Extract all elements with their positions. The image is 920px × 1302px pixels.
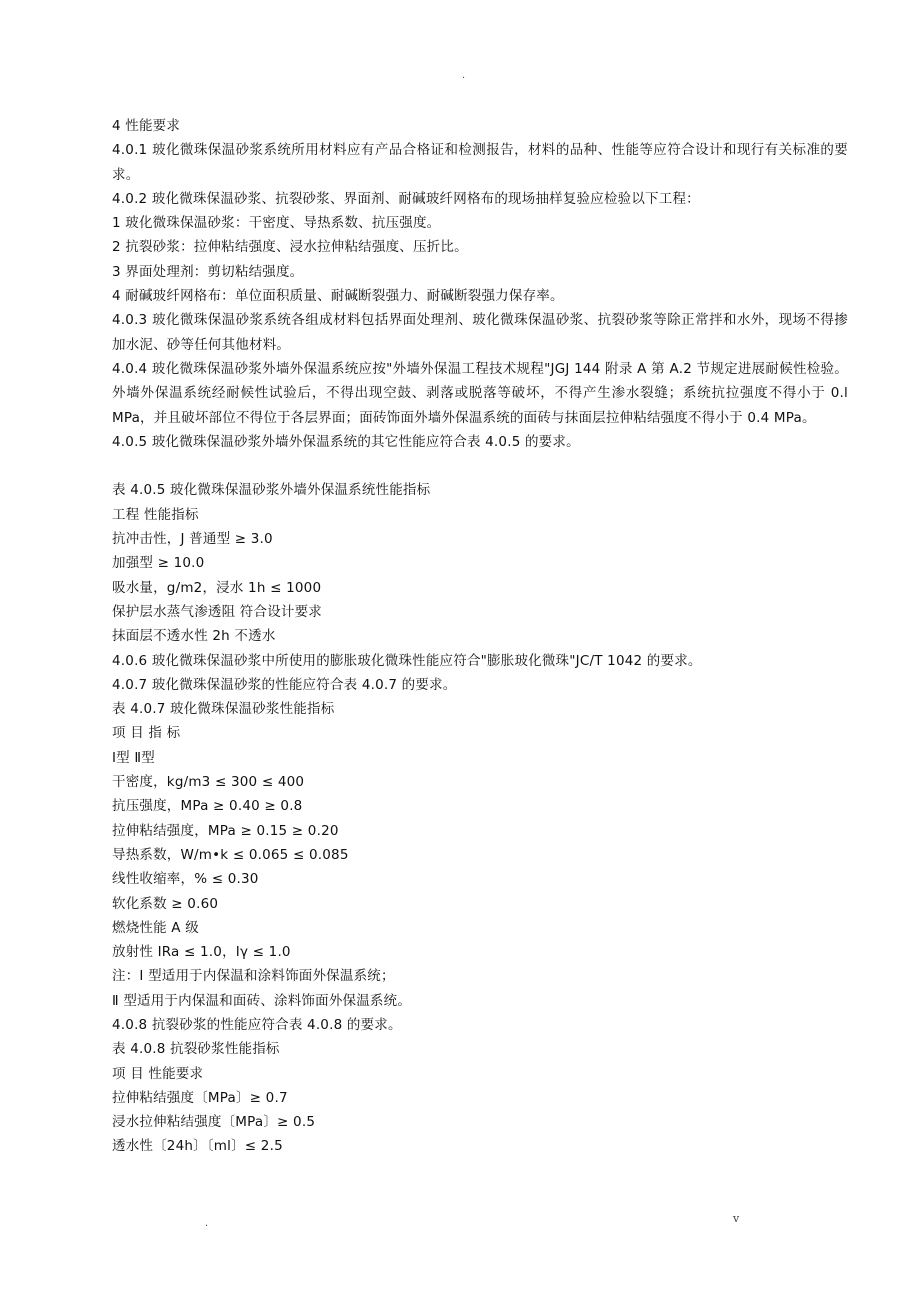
table-row: 干密度，kg/m3 ≤ 300 ≤ 400 [112,774,305,791]
list-item: 3 界面处理剂：剪切粘结强度。 [112,263,304,280]
blank-line [112,454,848,478]
table-row: 软化系数 ≥ 0.60 [112,895,219,912]
table-row: 加强型 ≥ 10.0 [112,555,205,572]
clause-4-0-3: 4.0.3 玻化微珠保温砂浆系统各组成材料包括界面处理剂、玻化微珠保温砂浆、抗裂砂浆等除正常拌和水外，现场不得掺加水泥、砂等任何其他材料。 [112,312,848,353]
clause-4-0-4: 4.0.4 玻化微珠保温砂浆外墙外保温系统应按"外墙外保温工程技术规程"JGJ 144 附录 A 第 A.2 节规定进展耐候性检验。外墙外保温系统经耐候性试验后，不得出现空鼓、剥落或脱落等破坏，不得产生渗水裂缝；系统抗拉强度不得小于 0.l MPa，并且破坏部位不得位于各层界面；面砖饰面外墙外保温系统的面砖与抹面层拉伸粘结强度不得小于 0.4 MPa。 [112,360,848,426]
clause-4-0-8: 4.0.8 抗裂砂浆的性能应符合表 4.0.8 的要求。 [112,1016,402,1033]
table-row: 透水性〔24h〕〔ml〕≤ 2.5 [112,1138,283,1155]
table-header: 项 目 指 标 [112,725,181,742]
table-header: Ⅰ型 Ⅱ型 [112,749,155,766]
table-note: 注：Ⅰ 型适用于内保温和涂料饰面外保温系统； [112,968,395,985]
footer-mark: v [733,1212,740,1225]
table-row: 燃烧性能 A 级 [112,919,199,936]
table-row: 吸水量，g/m2，浸水 1h ≤ 1000 [112,579,322,596]
document-body [112,114,848,1159]
table-row: 保护层水蒸气渗透阻 符合设计要求 [112,603,322,620]
table-row: 抗冲击性，J 普通型 ≥ 3.0 [112,531,273,548]
footer-dot: . [205,1218,209,1229]
list-item: 4 耐碱玻纤网格布：单位面积质量、耐碱断裂强力、耐碱断裂强力保存率。 [112,288,564,305]
table-header: 工程 性能指标 [112,506,199,523]
header-dot: . [462,70,466,81]
table-title: 表 4.0.5 玻化微珠保温砂浆外墙外保温系统性能指标 [112,482,431,499]
table-title: 表 4.0.7 玻化微珠保温砂浆性能指标 [112,701,335,718]
table-row: 抗压强度，MPa ≥ 0.40 ≥ 0.8 [112,798,303,815]
table-row: 导热系数，W/m•k ≤ 0.065 ≤ 0.085 [112,846,349,863]
table-note: Ⅱ 型适用于内保温和面砖、涂料饰面外保温系统。 [112,992,412,1009]
list-item: 1 玻化微珠保温砂浆：干密度、导热系数、抗压强度。 [112,215,441,232]
section-heading: 4 性能要求 [112,118,181,134]
table-row: 拉伸粘结强度，MPa ≥ 0.15 ≥ 0.20 [112,822,339,839]
clause-4-0-2: 4.0.2 玻化微珠保温砂浆、抗裂砂浆、界面剂、耐碱玻纤网格布的现场抽样复验应检验以下工程： [112,190,700,207]
table-row: 线性收缩率，% ≤ 0.30 [112,871,259,888]
list-item: 2 抗裂砂浆：拉伸粘结强度、浸水拉伸粘结强度、压折比。 [112,239,468,256]
clause-4-0-6: 4.0.6 玻化微珠保温砂浆中所使用的膨胀玻化微珠性能应符合"膨胀玻化微珠"JC/T 1042 的要求。 [112,652,702,669]
table-row: 浸水拉伸粘结强度〔MPa〕≥ 0.5 [112,1114,316,1131]
table-row: 拉伸粘结强度〔MPa〕≥ 0.7 [112,1089,288,1106]
table-row: 放射性 IRa ≤ 1.0，Iγ ≤ 1.0 [112,944,291,961]
table-header: 项 目 性能要求 [112,1065,204,1082]
table-title: 表 4.0.8 抗裂砂浆性能指标 [112,1041,280,1058]
clause-4-0-5: 4.0.5 玻化微珠保温砂浆外墙外保温系统的其它性能应符合表 4.0.5 的要求。 [112,433,580,450]
clause-4-0-1: 4.0.1 玻化微珠保温砂浆系统所用材料应有产品合格证和检测报告，材料的品种、性能等应符合设计和现行有关标准的要求。 [112,142,848,183]
clause-4-0-7: 4.0.7 玻化微珠保温砂浆的性能应符合表 4.0.7 的要求。 [112,676,457,693]
table-row: 抹面层不透水性 2h 不透水 [112,628,276,645]
